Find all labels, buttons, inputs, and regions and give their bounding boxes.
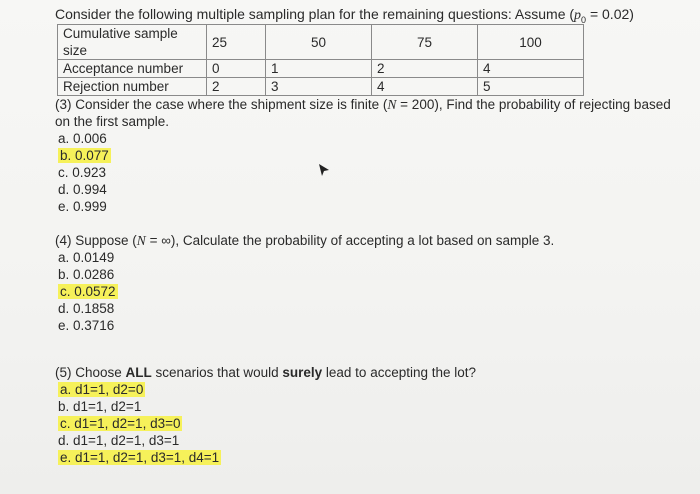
highlighted-answer: e. d1=1, d2=1, d3=1, d4=1: [60, 450, 220, 465]
table-cell: 2: [207, 78, 266, 96]
option-d[interactable]: d. 0.994: [58, 182, 107, 197]
table-cell: 5: [478, 78, 584, 96]
option-d[interactable]: d. 0.1858: [58, 301, 115, 316]
question-4-prompt: (4) Suppose (N = ∞), Calculate the probability of accepting a lot based on sample 3.: [55, 233, 555, 248]
option-c[interactable]: [58, 283, 675, 300]
option-b[interactable]: b. 0.0286: [58, 267, 115, 282]
row-label: Rejection number: [58, 78, 207, 96]
option-c[interactable]: [58, 415, 675, 432]
option-c[interactable]: c. 0.923: [58, 165, 107, 180]
sampling-plan-table: [57, 24, 584, 96]
table-cell: 1: [266, 60, 372, 78]
option-b[interactable]: b. d1=1, d2=1: [58, 399, 142, 414]
option-e[interactable]: [58, 449, 675, 466]
option-b[interactable]: [58, 147, 675, 164]
highlighted-answer: a. d1=1, d2=0: [60, 382, 144, 397]
option-a[interactable]: a. 0.0149: [58, 250, 115, 265]
intro-text: Consider the following multiple sampling plan for the remaining questions: Assume $(p_0 = 0.02)$: [55, 6, 634, 25]
option-a[interactable]: [58, 381, 675, 398]
table-cell: 25: [207, 25, 266, 60]
question-4: [55, 232, 675, 334]
option-e[interactable]: e. 0.3716: [58, 318, 115, 333]
table-cell: 75: [372, 25, 478, 60]
mouse-cursor-icon: [318, 163, 330, 177]
question-5: [55, 364, 675, 466]
table-cell: 3: [266, 78, 372, 96]
highlighted-answer: c. d1=1, d2=1, d3=0: [60, 416, 181, 431]
question-3-prompt: (3) Consider the case where the shipment size is finite (N = 200), Find the probability of rejecting based on the first sample.: [55, 97, 671, 129]
question-5-prompt: (5) Choose ALL scenarios that would surely lead to accepting the lot?: [55, 365, 477, 380]
table-cell: 0: [207, 60, 266, 78]
table-row-cumulative: [58, 25, 584, 60]
highlighted-answer: c. 0.0572: [60, 284, 116, 299]
option-a[interactable]: a. 0.006: [58, 131, 107, 146]
table-cell: 4: [478, 60, 584, 78]
table-cell: 50: [266, 25, 372, 60]
table-cell: 4: [372, 78, 478, 96]
table-cell: 2: [372, 60, 478, 78]
table-cell: 100: [478, 25, 584, 60]
row-label: Cumulative sample size: [58, 25, 207, 60]
row-label: Acceptance number: [58, 60, 207, 78]
option-e[interactable]: e. 0.999: [58, 199, 107, 214]
table-row-acceptance: [58, 60, 584, 78]
question-3: [55, 96, 675, 215]
option-d[interactable]: d. d1=1, d2=1, d3=1: [58, 433, 180, 448]
table-row-rejection: [58, 78, 584, 96]
highlighted-answer: b. 0.077: [60, 148, 109, 163]
